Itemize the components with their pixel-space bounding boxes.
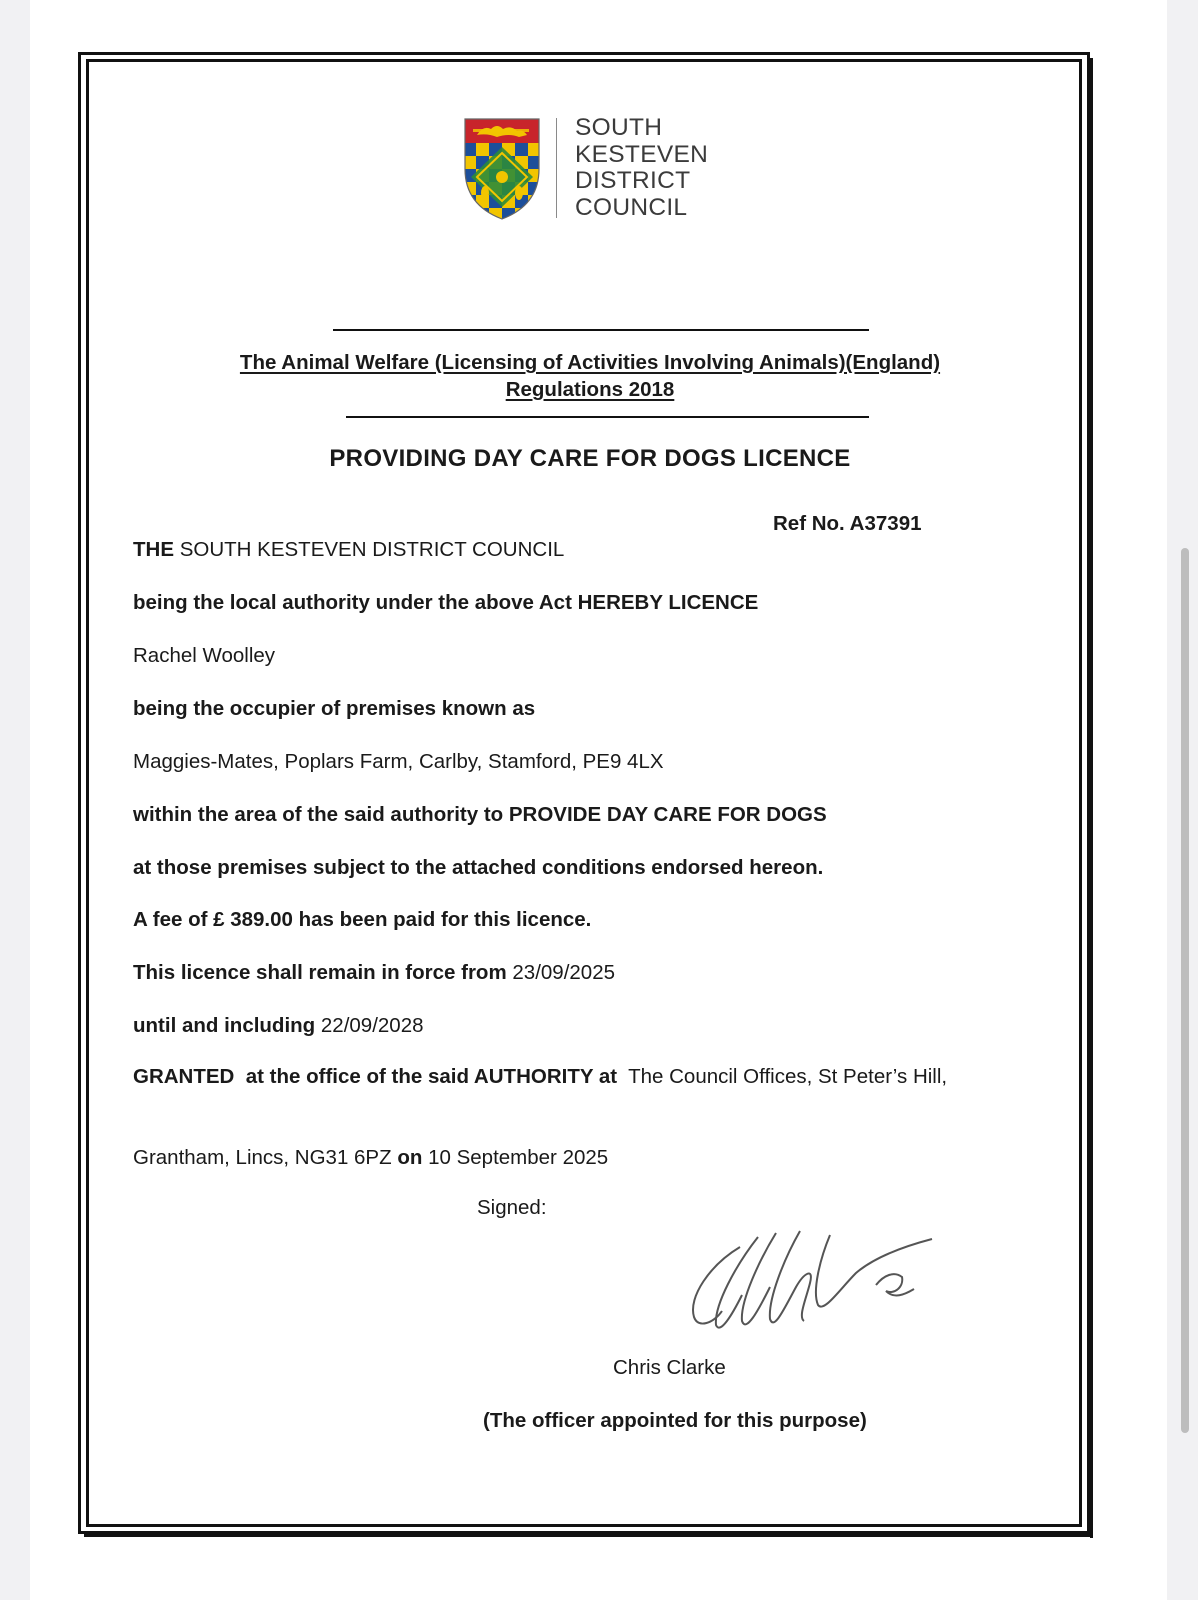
granted-address2: Grantham, Lincs, NG31 6PZ <box>133 1146 392 1169</box>
signed-label: Signed: <box>477 1196 547 1219</box>
area-line: within the area of the said authority to PROVIDE DAY CARE FOR DOGS <box>133 803 827 826</box>
occupier-line: being the occupier of premises known as <box>133 697 536 720</box>
signer-name: Chris Clarke <box>613 1356 726 1379</box>
licence-title: PROVIDING DAY CARE FOR DOGS LICENCE <box>329 445 851 472</box>
act-title <box>150 349 1030 403</box>
valid-until-line <box>133 1014 424 1038</box>
valid-from-label: This licence shall remain in force from <box>133 961 507 984</box>
valid-until-date: 22/09/2028 <box>320 1014 424 1037</box>
council-name-line: COUNCIL <box>575 193 688 221</box>
council-name: SOUTH KESTEVEN DISTRICT COUNCIL <box>179 538 565 561</box>
granted-label: GRANTED at the office of the said AUTHORITY at <box>133 1065 618 1088</box>
the-label: THE <box>133 538 174 561</box>
council-crest-icon <box>463 117 541 221</box>
logo-divider <box>556 118 557 218</box>
council-logo-text <box>575 115 708 221</box>
licensee-name: Rachel Woolley <box>133 644 276 667</box>
granted-address: The Council Offices, St Peter’s Hill, <box>628 1065 948 1088</box>
divider-bottom <box>346 416 869 418</box>
border-shadow-right <box>1090 58 1093 1538</box>
scrollbar-thumb[interactable] <box>1181 548 1189 1433</box>
council-name-line: KESTEVEN <box>575 140 709 168</box>
granted-address-line2 <box>133 1146 608 1170</box>
officer-note: (The officer appointed for this purpose) <box>483 1409 867 1432</box>
conditions-line: at those premises subject to the attached conditions endorsed hereon. <box>133 856 824 879</box>
valid-until-label: until and including <box>133 1014 316 1037</box>
act-title-line1: The Animal Welfare (Licensing of Activities Involving Animals)(England) <box>239 351 941 374</box>
act-title-line2: Regulations 2018 <box>505 378 675 401</box>
premises-address: Maggies-Mates, Poplars Farm, Carlby, Stamford, PE9 4LX <box>133 750 664 773</box>
fee-line: A fee of £ 389.00 has been paid for this licence. <box>133 908 592 931</box>
border-shadow-bottom <box>84 1534 1093 1537</box>
valid-from-date: 23/09/2025 <box>512 961 615 984</box>
council-line <box>133 538 564 562</box>
council-name-line: SOUTH <box>575 114 663 141</box>
council-name-line: DISTRICT <box>575 167 691 194</box>
signature-image <box>680 1225 960 1345</box>
divider-top <box>333 329 869 331</box>
authority-line: being the local authority under the above Act HEREBY LICENCE <box>133 591 759 614</box>
valid-from-line <box>133 961 615 985</box>
reference-number: Ref No. A37391 <box>773 512 922 535</box>
on-label: on <box>397 1146 423 1169</box>
granted-line <box>133 1064 1013 1089</box>
granted-date: 10 September 2025 <box>428 1146 609 1169</box>
